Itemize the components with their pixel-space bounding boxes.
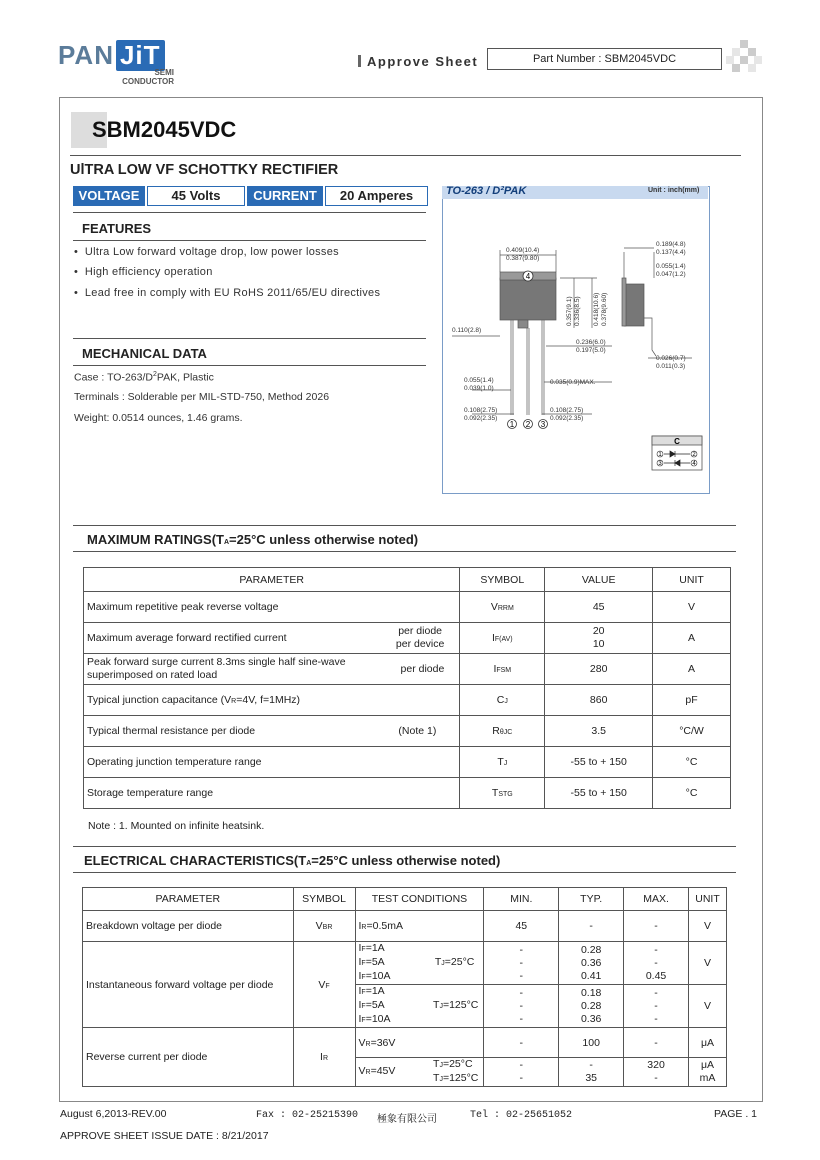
pin-2-label: 2	[525, 420, 531, 429]
mech-terminals: Terminals : Solderable per MIL-STD-750, Method 2026	[74, 391, 330, 403]
feature-item: • Lead free in comply with EU RoHS 2011/65/EU directives	[74, 287, 381, 299]
voltage-label: VOLTAGE	[73, 186, 145, 206]
current-label: CURRENT	[247, 186, 323, 206]
current-value: 20 Amperes	[325, 186, 428, 206]
schem-pin: 2	[692, 452, 696, 458]
divider	[73, 240, 426, 241]
electrical-table	[82, 887, 727, 1087]
feature-item: • High efficiency operation	[74, 266, 213, 278]
pin-3-label: 3	[540, 420, 546, 429]
pin-4-label: 4	[525, 272, 531, 281]
table-row: Instantaneous forward voltage per diode VF IF=1A IF=5A IF=10A TJ=25°C - - - 0.28 0.36 0.41 - - 0.45 V	[83, 942, 727, 985]
table-row: Breakdown voltage per diode VBR IR=0.5mA 45 - - V	[83, 911, 727, 942]
table-row: VR=45V TJ=25°C TJ=125°C - - - 35 320 - μA mA	[83, 1058, 727, 1087]
dim-label: 0.387(9.80)	[506, 255, 540, 262]
dim-label: 0.357(9.1)	[566, 296, 573, 326]
logo-subtitle: SEMI CONDUCTOR	[122, 68, 174, 86]
mechanical-title: MECHANICAL DATA	[82, 346, 207, 361]
divider	[73, 846, 736, 847]
voltage-value: 45 Volts	[147, 186, 245, 206]
dim-label: 0.011(0.3)	[656, 363, 686, 370]
divider	[73, 365, 426, 366]
col-header: SYMBOL	[293, 888, 355, 911]
electrical-title: ELECTRICAL CHARACTERISTICS(TA=25°C unless otherwise noted)	[84, 853, 501, 868]
dim-label: 0.039(1.0)	[464, 385, 494, 392]
dim-label: 0.110(2.8)	[452, 327, 482, 334]
col-header: MAX.	[624, 888, 689, 911]
dim-label: 0.197(5.0)	[576, 347, 606, 354]
feature-item: • Ultra Low forward voltage drop, low power losses	[74, 246, 339, 258]
divider	[73, 212, 426, 213]
panjit-logo: PAN JiT	[58, 40, 165, 71]
divider	[73, 872, 736, 873]
approve-sheet-title: Approve Sheet	[358, 54, 478, 69]
dim-label: 0.092(2.35)	[464, 415, 498, 422]
dim-label: 0.378(9.60)	[601, 292, 608, 326]
schem-pin: 4	[692, 461, 696, 467]
dim-label: 0.409(10.4)	[506, 247, 540, 254]
dim-label: 0.055(1.4)	[464, 377, 494, 384]
col-header: PARAMETER	[83, 888, 294, 911]
package-outline-drawing	[442, 200, 708, 490]
divider	[70, 155, 741, 156]
divider	[73, 551, 736, 552]
dim-label: 0.418(10.6)	[593, 292, 600, 326]
table-row: Operating junction temperature range TJ -55 to + 150 °C	[84, 747, 731, 778]
col-header: TEST CONDITIONS	[355, 888, 484, 911]
dim-label: 0.189(4.8)	[656, 241, 686, 248]
col-header: UNIT	[653, 568, 731, 592]
dim-label: 0.092(2.35)	[550, 415, 584, 422]
fax-number: Fax : 02-25215390	[256, 1110, 359, 1121]
table-row: IF=1A IF=5A IF=10A TJ=125°C - - - 0.18 0.28 0.36 - - - V	[83, 985, 727, 1028]
table-row: Maximum average forward rectified current per diode per device IF(AV) 20 10 A	[84, 623, 731, 654]
mech-weight: Weight: 0.0514 ounces, 1.46 grams.	[74, 412, 243, 424]
dim-label: 0.336(8.5)	[574, 296, 581, 326]
table-row: Storage temperature range TSTG -55 to + 150 °C	[84, 778, 731, 809]
footnote: Note : 1. Mounted on infinite heatsink.	[88, 820, 265, 832]
dim-label: 0.055(1.4)	[656, 263, 686, 270]
divider	[73, 338, 426, 339]
col-header: VALUE	[545, 568, 653, 592]
col-header: SYMBOL	[460, 568, 545, 592]
dim-label: 0.047(1.2)	[656, 271, 686, 278]
max-ratings-title: MAXIMUM RATINGS(TA=25°C unless otherwise noted)	[87, 532, 419, 547]
product-subtitle: UlTRA LOW VF SCHOTTKY RECTIFIER	[70, 162, 339, 178]
package-unit: Unit : inch(mm)	[648, 187, 700, 194]
issue-date: APPROVE SHEET ISSUE DATE : 8/21/2017	[60, 1130, 269, 1142]
schem-pin: 3	[658, 461, 662, 467]
divider	[73, 525, 736, 526]
part-number-box: Part Number : SBM2045VDC	[487, 48, 722, 70]
dim-label: 0.108(2.75)	[464, 407, 498, 414]
max-ratings-table	[83, 567, 731, 809]
schem-pin: 1	[658, 452, 662, 458]
package-title: TO-263 / D²PAK	[446, 185, 527, 197]
table-row: Typical thermal resistance per diode (Note 1) RθJC 3.5 °C/W	[84, 716, 731, 747]
table-row: Reverse current per diode IR VR=36V - 100 - μA	[83, 1028, 727, 1058]
page-title: SBM2045VDC	[92, 117, 237, 142]
pin-1-label: 1	[509, 420, 515, 429]
table-row: Typical junction capacitance (VR=4V, f=1MHz) CJ 860 pF	[84, 685, 731, 716]
col-header: UNIT	[688, 888, 726, 911]
dim-label: 0.035(0.9)MAX.	[550, 379, 596, 386]
col-header: PARAMETER	[84, 568, 460, 592]
dim-label: 0.137(4.4)	[656, 249, 686, 256]
revision-date: August 6,2013-REV.00	[60, 1108, 167, 1120]
schematic-label: C	[674, 437, 680, 446]
checker-decoration	[726, 40, 762, 76]
page-number: PAGE . 1	[714, 1108, 757, 1120]
table-row: Maximum repetitive peak reverse voltage VRRM 45 V	[84, 592, 731, 623]
col-header: TYP.	[559, 888, 624, 911]
features-title: FEATURES	[82, 221, 152, 236]
mech-case: Case : $TO-263/D^2PAK$, Plastic	[74, 371, 214, 384]
table-row: Peak forward surge current 8.3ms single half sine-wave superimposed on rated load per diode IFSM 280 A	[84, 654, 731, 685]
company-name: 極象有限公司	[377, 1115, 437, 1126]
col-header: MIN.	[484, 888, 559, 911]
dim-label: 0.236(6.0)	[576, 339, 606, 346]
dim-label: 0.108(2.75)	[550, 407, 584, 414]
tel-number: Tel : 02-25651052	[470, 1110, 573, 1121]
dim-label: 0.026(0.7)	[656, 355, 686, 362]
